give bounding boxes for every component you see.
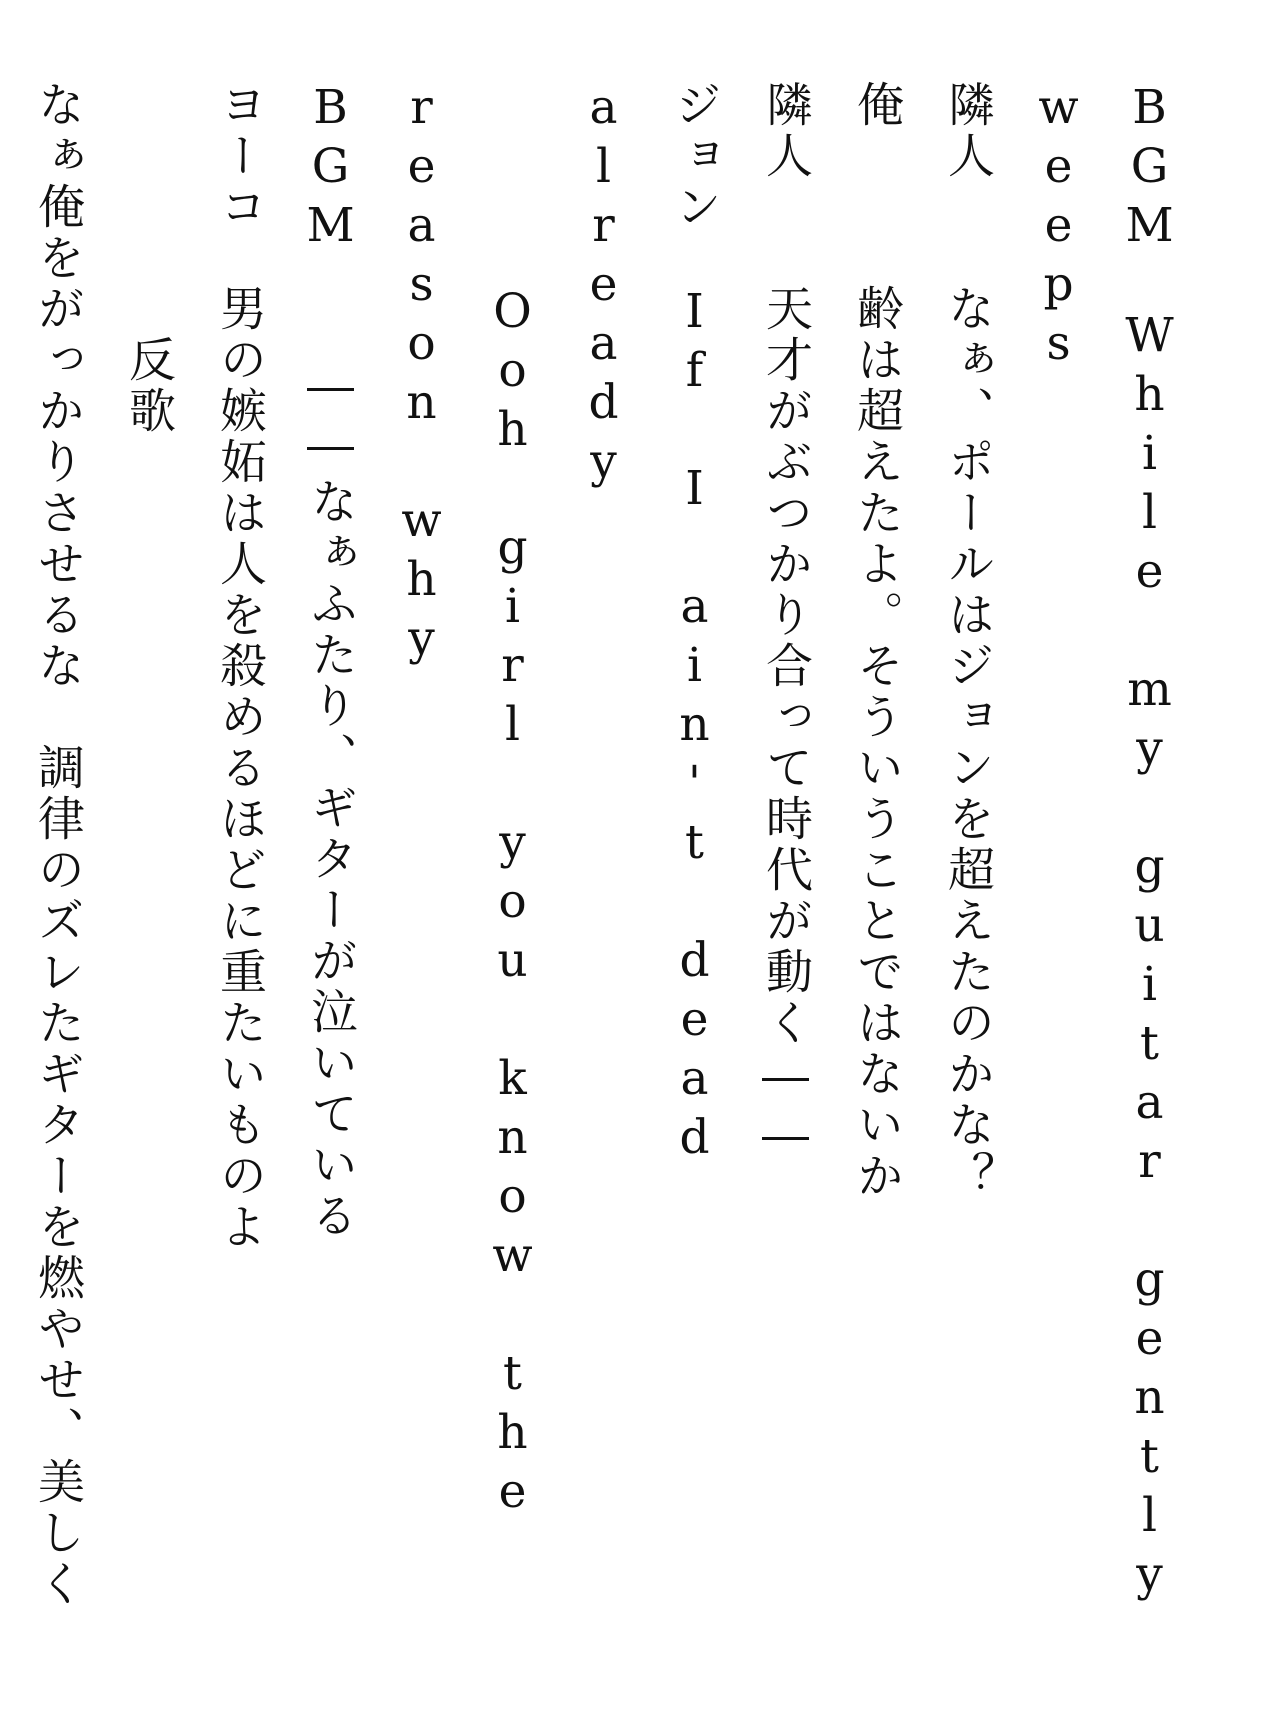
line-neighbor-1: 隣人 なぁ、ポールはジョンを超えたのかな？ — [940, 80, 995, 1202]
line-bgm-title: BGM While my guitar gently weeps — [1031, 80, 1177, 1665]
line-bgm-2: BGM ――なぁふたり、ギターが泣いている — [303, 80, 358, 1242]
line-hanka-heading: 反歌 — [121, 80, 176, 437]
line-john: ジョン If I ain't dead already — [576, 80, 722, 1228]
line-neighbor-2: 隣人 天才がぶつかり合って時代が動く―― — [758, 80, 813, 1167]
line-me: 俺 齢は超えたよ。そういうことではないか — [849, 80, 904, 1202]
line-hanka-poem: なぁ俺をがっかりさせるな 調律のズレたギターを燃やせ、美しく — [30, 80, 85, 1610]
line-john-cont: Ooh girl you know the reason why — [394, 80, 540, 1582]
vertical-text-body — [12, 80, 1195, 1665]
line-yoko: ヨーコ 男の嫉妬は人を殺めるほどに重たいものよ — [212, 80, 267, 1253]
